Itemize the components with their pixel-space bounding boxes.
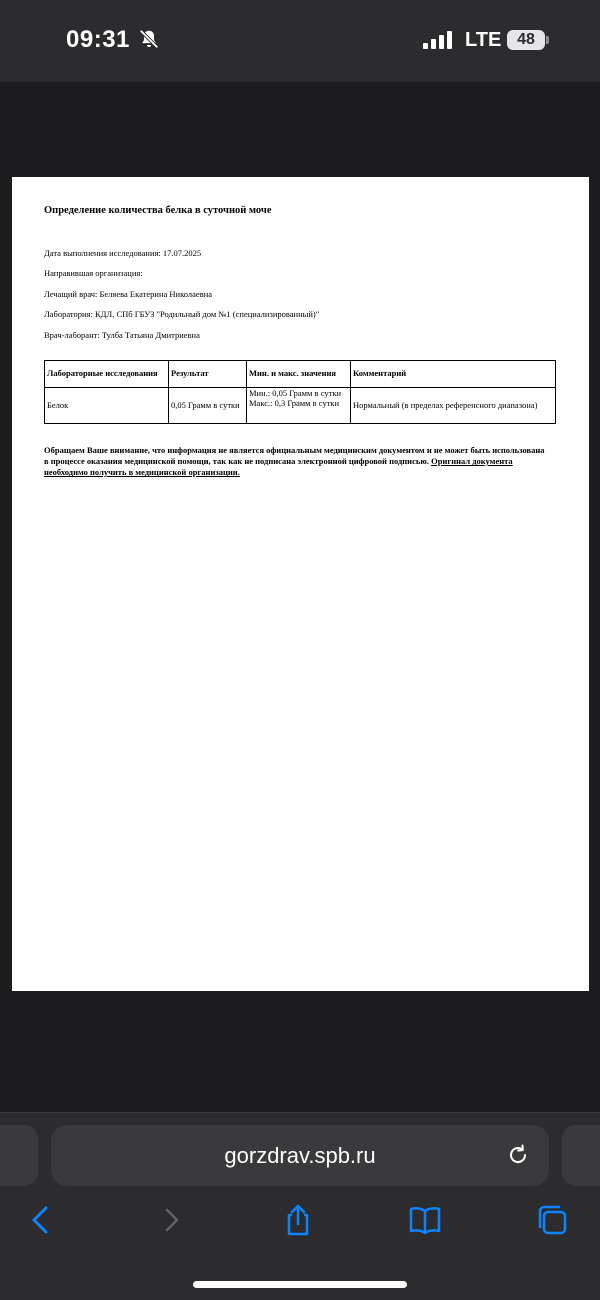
cell-range <box>247 388 351 424</box>
meta-attending-doctor: Лечащий врач: Беляева Екатерина Николаевна <box>44 289 213 299</box>
meta-laboratory: Лаборатория: КДЛ, СПб ГБУЗ "Родильный дом №1 (специализированный)" <box>44 309 320 319</box>
meta-referring-organization: Направившая организация: <box>44 268 143 278</box>
disclaimer <box>44 445 549 478</box>
back-chevron-icon[interactable] <box>24 1203 58 1237</box>
cell-range-min: Мин.: 0,05 Грамм в сутки <box>249 388 341 398</box>
results-table <box>44 360 556 424</box>
document-page <box>12 177 589 991</box>
cell-comment: Нормальный (в пределах референсного диапазона) <box>351 388 556 424</box>
network-label: LTE <box>465 29 502 51</box>
reload-icon[interactable] <box>506 1143 530 1167</box>
table-row <box>45 388 556 424</box>
previous-tab-preview[interactable] <box>0 1125 38 1186</box>
header-range: Мин. и макс. значения <box>247 361 351 388</box>
bell-muted-icon <box>138 28 160 50</box>
meta-lab-doctor: Врач-лаборант: Тулба Татьяна Дмитриевна <box>44 330 200 340</box>
battery-cap <box>546 36 549 44</box>
table-header-row <box>45 361 556 388</box>
header-result: Результат <box>169 361 247 388</box>
battery-icon <box>507 30 545 50</box>
signal-icon <box>423 31 455 49</box>
next-tab-preview[interactable] <box>562 1125 600 1186</box>
home-indicator[interactable] <box>193 1281 407 1288</box>
forward-chevron-icon[interactable] <box>155 1203 189 1237</box>
address-bar[interactable] <box>51 1125 549 1186</box>
tabs-icon[interactable] <box>535 1203 569 1237</box>
status-time: 09:31 <box>66 26 130 53</box>
meta-date: Дата выполнения исследования: 17.07.2025 <box>44 248 202 258</box>
document-title: Определение количества белка в суточной моче <box>44 205 272 216</box>
status-bar <box>0 0 600 82</box>
battery-level: 48 <box>517 31 535 48</box>
url-text[interactable]: gorzdrav.spb.ru <box>224 1143 376 1168</box>
book-icon[interactable] <box>408 1203 442 1237</box>
header-comment: Комментарий <box>351 361 556 388</box>
disclaimer-text: Обращаем Ваше внимание, что информация не является официальным медицинским документом и не может быть использована в процессе оказания медицинской помощи, так как не подписана электронной цифровой подписью. <box>44 445 545 467</box>
share-icon[interactable] <box>281 1203 315 1237</box>
cell-range-max: Макс.: 0,3 Грамм в сутки <box>249 397 340 408</box>
disclaimer-original-link[interactable]: Оригинал документа необходимо получить в медицинской организации. <box>44 456 513 478</box>
cell-result: 0,05 Грамм в сутки <box>169 388 247 424</box>
header-test: Лабораторные исследования <box>45 361 169 388</box>
cell-test: Белок <box>45 388 169 424</box>
